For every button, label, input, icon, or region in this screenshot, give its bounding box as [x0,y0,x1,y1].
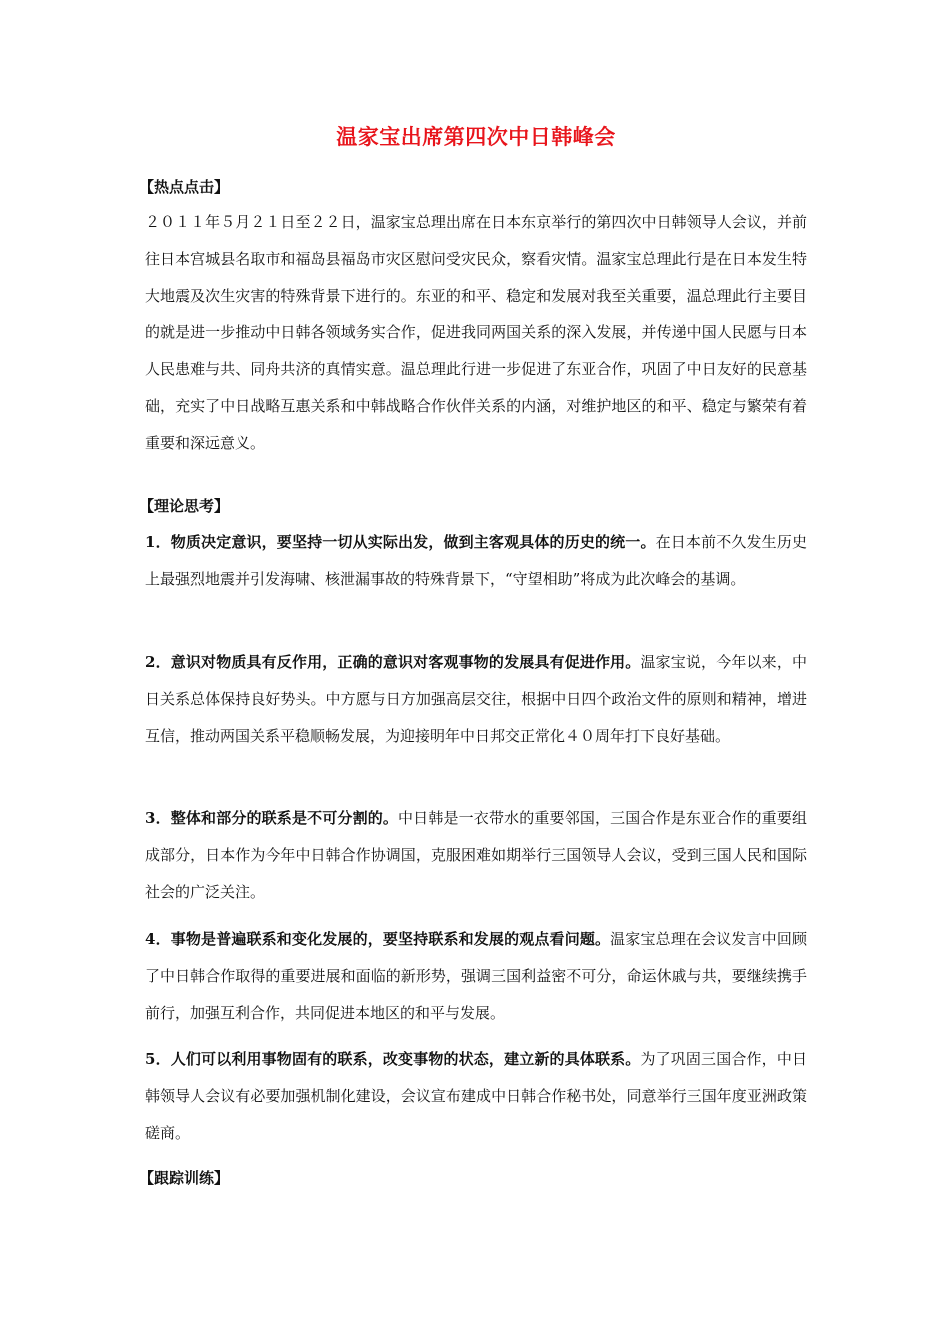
hotspot-paragraph: ２０１１年５月２１日至２２日，温家宝总理出席在日本东京举行的第四次中日韩领导人会议，并前往日本宫城县名取市和福岛县福岛市灾区慰问受灾民众，察看灾情。温家宝总理此行是在日本发生特大地震及次生灾害的特殊背景下进行的。东亚的和平、稳定和发展对我至关重要，温总理此行主要目的就是进一步推动中日韩各领域务实合作，促进我同两国关系的深入发展，并传递中国人民愿与日本人民患难与共、同舟共济的真情实意。温总理此行进一步促进了东亚合作，巩固了中日友好的民意基础，充实了中日战略互惠关系和中韩战略合作伙伴关系的内涵，对维护地区的和平、稳定与繁荣有着重要和深远意义。 [145,213,807,452]
section-heading-hotspot: 【热点点击】 [139,178,230,196]
point-body: 中日韩是一衣带水的重要邻国，三国合作是东亚合作的重要组成部分，日本作为今年中日韩合作协调国，克服困难如期举行三国领导人会议，受到三国人民和国际社会的广泛关注。 [145,809,807,901]
theory-point-2 [145,644,807,754]
point-body: 在日本前不久发生历史上最强烈地震并引发海啸、核泄漏事故的特殊背景下，“守望相助”将成为此次峰会的基调。 [145,533,807,588]
document-title: 温家宝出席第四次中日韩峰会 [336,124,616,149]
point-lead: 1．物质决定意识，要坚持一切从实际出发，做到主客观具体的历史的统一。 [145,533,656,551]
point-lead: 3．整体和部分的联系是不可分割的。 [145,809,399,827]
point-lead: 5．人们可以利用事物固有的联系，改变事物的状态，建立新的具体联系。 [145,1050,641,1068]
point-body: 为了巩固三国合作，中日韩领导人会议有必要加强机制化建设，会议宣布建成中日韩合作秘书处，同意举行三国年度亚洲政策磋商。 [145,1050,807,1142]
theory-point-1 [145,524,807,598]
theory-point-4 [145,921,807,1031]
theory-point-5 [145,1041,807,1151]
point-body: 温家宝说，今年以来，中日关系总体保持良好势头。中方愿与日方加强高层交往，根据中日四个政治文件的原则和精神，增进互信，推动两国关系平稳顺畅发展，为迎接明年中日邦交正常化４０周年打下良好基础。 [145,653,807,745]
theory-point-3 [145,800,807,910]
section-heading-theory: 【理论思考】 [139,497,230,515]
point-lead: 2．意识对物质具有反作用，正确的意识对客观事物的发展具有促进作用。 [145,653,641,671]
point-body: 温家宝总理在会议发言中回顾了中日韩合作取得的重要进展和面临的新形势，强调三国利益密不可分，命运休戚与共，要继续携手前行，加强互利合作，共同促进本地区的和平与发展。 [145,930,807,1022]
point-lead: 4．事物是普遍联系和变化发展的，要坚持联系和发展的观点看问题。 [145,930,611,948]
section-heading-training: 【跟踪训练】 [139,1169,230,1187]
